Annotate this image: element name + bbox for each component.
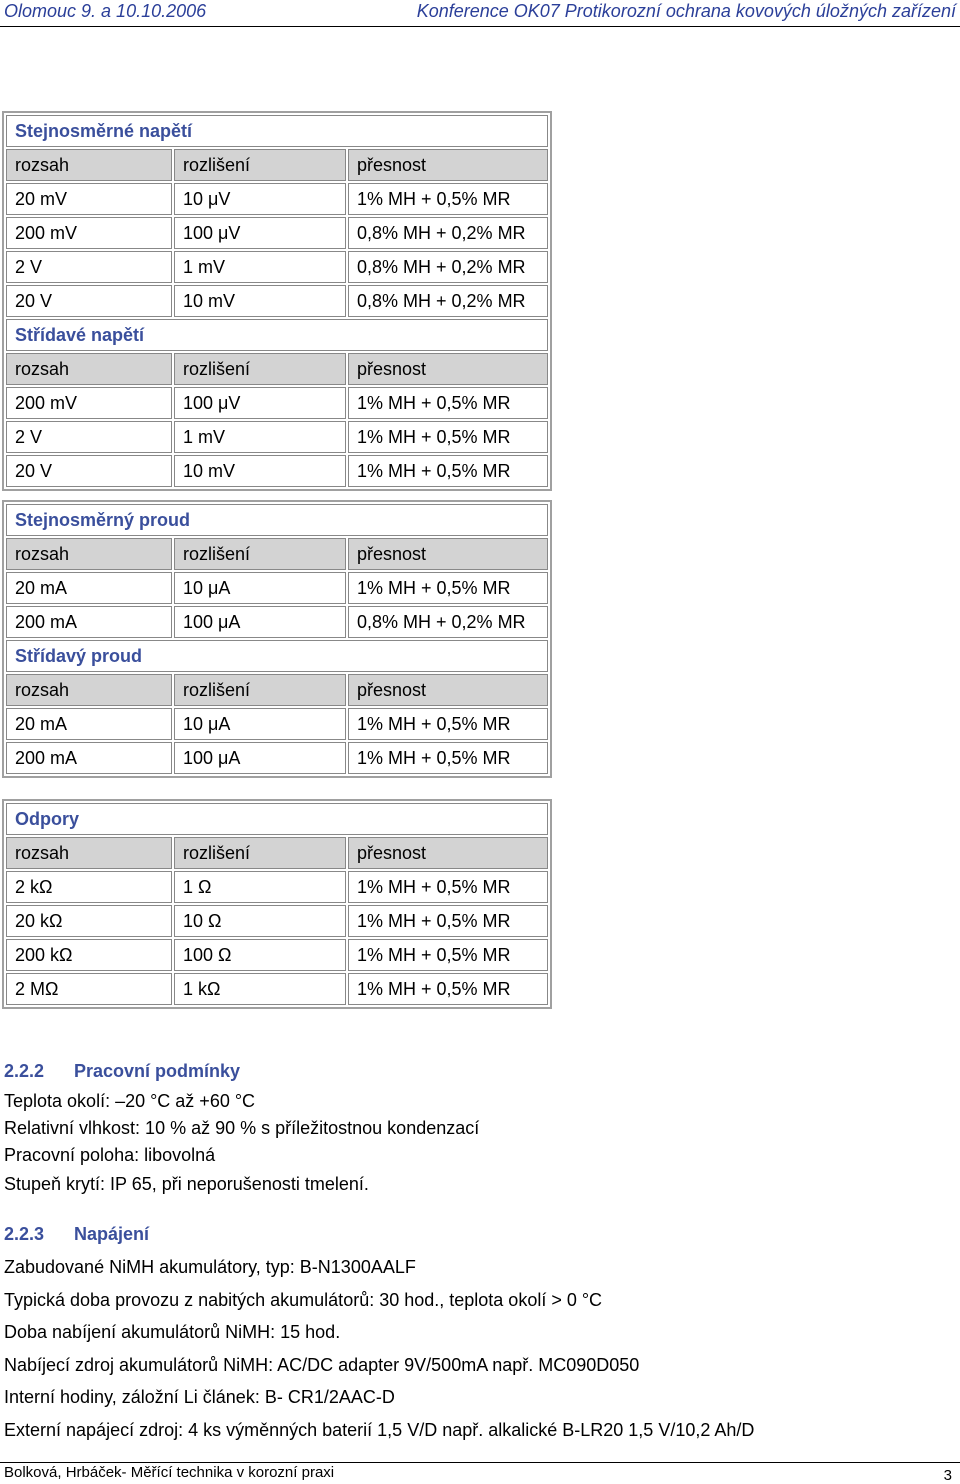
table-cell: 2 V xyxy=(6,421,172,453)
table-row xyxy=(6,973,548,1005)
table-cell: 20 V xyxy=(6,455,172,487)
section-title: Odpory xyxy=(6,803,548,835)
section-number: 2.2.2 xyxy=(4,1061,45,1081)
table-cell: 1% MH + 0,5% MR xyxy=(348,572,548,604)
table-cell: 1 mV xyxy=(174,421,346,453)
table-cell: 0,8% MH + 0,2% MR xyxy=(348,606,548,638)
table-cell: 20 mV xyxy=(6,183,172,215)
table-cell: 10 mV xyxy=(174,285,346,317)
table-cell: 1 kΩ xyxy=(174,973,346,1005)
table-row xyxy=(6,742,548,774)
paragraph-line: Interní hodiny, záložní Li článek: B- CR1/2AAC-D xyxy=(4,1387,395,1407)
table-cell: 1 Ω xyxy=(174,871,346,903)
table-cell: 100 μV xyxy=(174,217,346,249)
table-row xyxy=(6,606,548,638)
page-number: 3 xyxy=(943,1467,952,1484)
table-cell: 10 μA xyxy=(174,572,346,604)
table-cell: 0,8% MH + 0,2% MR xyxy=(348,285,548,317)
table-cell: 100 μA xyxy=(174,606,346,638)
column-header: rozlišení xyxy=(174,353,346,385)
column-header: rozlišení xyxy=(174,674,346,706)
header-place-date: Olomouc 9. a 10.10.2006 xyxy=(4,1,207,21)
section-heading-working-conditions xyxy=(4,1061,240,1082)
column-header: přesnost xyxy=(348,353,548,385)
paragraph-line: Zabudované NiMH akumulátory, typ: B-N1300AALF xyxy=(4,1257,416,1277)
table-cell: 200 mV xyxy=(6,217,172,249)
table-row xyxy=(6,421,548,453)
table-cell: 0,8% MH + 0,2% MR xyxy=(348,217,548,249)
header-conference-title: Konference OK07 Protikorozní ochrana kovových úložných zařízení xyxy=(416,1,956,21)
paragraph-line: Doba nabíjení akumulátorů NiMH: 15 hod. xyxy=(4,1322,341,1342)
table-cell: 20 mA xyxy=(6,572,172,604)
table-cell: 1 mV xyxy=(174,251,346,283)
table-row xyxy=(6,572,548,604)
table-row xyxy=(6,217,548,249)
table-cell: 20 kΩ xyxy=(6,905,172,937)
table-cell: 1% MH + 0,5% MR xyxy=(348,871,548,903)
table-row xyxy=(6,251,548,283)
voltage-spec-table xyxy=(2,111,552,491)
page-header xyxy=(0,0,960,27)
column-header: rozsah xyxy=(6,837,172,869)
table-cell: 1% MH + 0,5% MR xyxy=(348,455,548,487)
section-number: 2.2.3 xyxy=(4,1224,45,1244)
table-cell: 200 mA xyxy=(6,742,172,774)
table-cell: 200 mV xyxy=(6,387,172,419)
table-cell: 1% MH + 0,5% MR xyxy=(348,742,548,774)
table-cell: 10 Ω xyxy=(174,905,346,937)
column-header: rozsah xyxy=(6,353,172,385)
table-cell: 20 mA xyxy=(6,708,172,740)
table-cell: 10 mV xyxy=(174,455,346,487)
table-cell: 1% MH + 0,5% MR xyxy=(348,973,548,1005)
section-title: Pracovní podmínky xyxy=(74,1061,241,1081)
table-cell: 1% MH + 0,5% MR xyxy=(348,905,548,937)
table-cell: 2 kΩ xyxy=(6,871,172,903)
column-header-row xyxy=(6,353,548,385)
column-header: rozsah xyxy=(6,538,172,570)
column-header: rozlišení xyxy=(174,837,346,869)
column-header: rozlišení xyxy=(174,538,346,570)
column-header: rozlišení xyxy=(174,149,346,181)
table-row xyxy=(6,708,548,740)
table-cell: 1% MH + 0,5% MR xyxy=(348,387,548,419)
table-cell: 0,8% MH + 0,2% MR xyxy=(348,251,548,283)
table-row xyxy=(6,939,548,971)
section-title: Napájení xyxy=(74,1224,150,1244)
paragraph-line: Teplota okolí: –20 °C až +60 °C xyxy=(4,1091,256,1111)
column-header: přesnost xyxy=(348,837,548,869)
column-header-row xyxy=(6,837,548,869)
column-header: přesnost xyxy=(348,674,548,706)
table-cell: 1% MH + 0,5% MR xyxy=(348,708,548,740)
column-header: přesnost xyxy=(348,149,548,181)
table-row xyxy=(6,455,548,487)
current-spec-table xyxy=(2,500,552,778)
table-cell: 100 Ω xyxy=(174,939,346,971)
paragraph-line: Relativní vlhkost: 10 % až 90 % s příležitostnou kondenzací xyxy=(4,1118,480,1138)
section-title: Stejnosměrné napětí xyxy=(6,115,548,147)
table-cell: 200 mA xyxy=(6,606,172,638)
page-footer xyxy=(0,1462,960,1484)
paragraph-line: Stupeň krytí: IP 65, při neporušenosti tmelení. xyxy=(4,1174,369,1194)
table-row xyxy=(6,285,548,317)
section-title: Stejnosměrný proud xyxy=(6,504,548,536)
paragraph-line: Externí napájecí zdroj: 4 ks výměnných baterií 1,5 V/D např. alkalické B-LR20 1,5 V/10,2 Ah/D xyxy=(4,1420,755,1440)
resistance-spec-table xyxy=(2,799,552,1009)
table-cell: 100 μA xyxy=(174,742,346,774)
column-header-row xyxy=(6,674,548,706)
table-cell: 1% MH + 0,5% MR xyxy=(348,183,548,215)
table-cell: 2 V xyxy=(6,251,172,283)
table-cell: 1% MH + 0,5% MR xyxy=(348,421,548,453)
table-cell: 100 μV xyxy=(174,387,346,419)
section-title: Střídavé napětí xyxy=(6,319,548,351)
paragraph-line: Nabíjecí zdroj akumulátorů NiMH: AC/DC adapter 9V/500mA např. MC090D050 xyxy=(4,1355,640,1375)
table-row xyxy=(6,871,548,903)
column-header-row xyxy=(6,149,548,181)
table-cell: 1% MH + 0,5% MR xyxy=(348,939,548,971)
column-header-row xyxy=(6,538,548,570)
column-header: rozsah xyxy=(6,149,172,181)
table-cell: 200 kΩ xyxy=(6,939,172,971)
paragraph-line: Typická doba provozu z nabitých akumulátorů: 30 hod., teplota okolí > 0 °C xyxy=(4,1290,603,1310)
section-heading-power-supply xyxy=(4,1224,149,1245)
table-cell: 10 μA xyxy=(174,708,346,740)
section-title: Střídavý proud xyxy=(6,640,548,672)
column-header: rozsah xyxy=(6,674,172,706)
table-cell: 20 V xyxy=(6,285,172,317)
footer-authors: Bolková, Hrbáček- Měřící technika v korozní praxi xyxy=(4,1464,335,1481)
table-row xyxy=(6,387,548,419)
table-cell: 10 μV xyxy=(174,183,346,215)
table-row xyxy=(6,183,548,215)
paragraph-line: Pracovní poloha: libovolná xyxy=(4,1145,216,1165)
table-row xyxy=(6,905,548,937)
table-cell: 2 MΩ xyxy=(6,973,172,1005)
column-header: přesnost xyxy=(348,538,548,570)
